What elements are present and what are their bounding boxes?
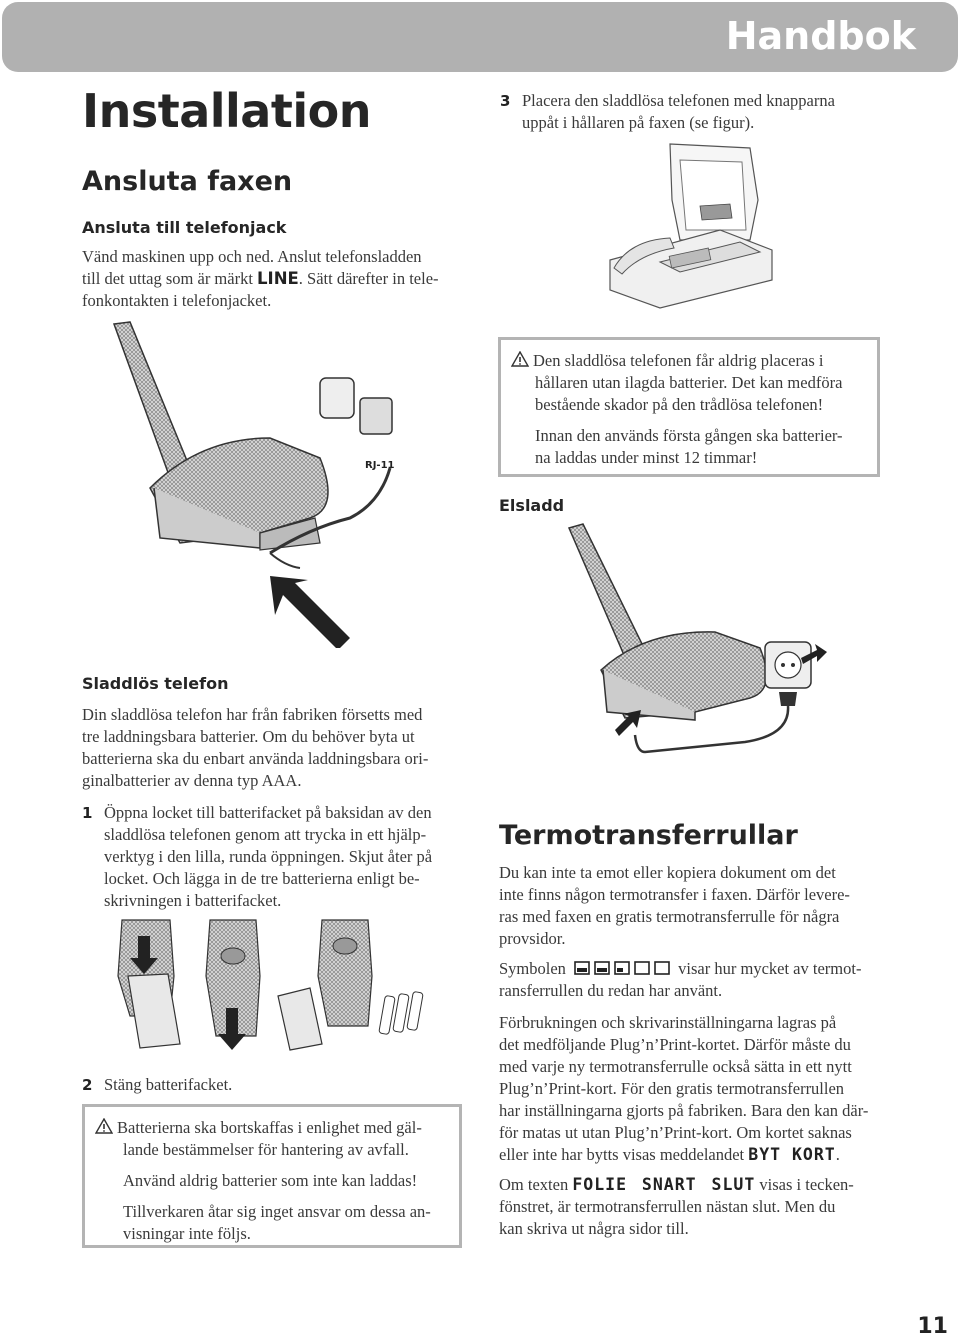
text-line: Öppna locket till batterifacket på baksidan av den (104, 803, 432, 822)
text-span: visas i tecken- (759, 1175, 854, 1194)
roll-usage-symbol-icon (574, 960, 670, 976)
text-line: verktyg i den lilla, runda öppningen. Skjut åter på (104, 847, 433, 866)
fax-with-handset-illustration (600, 140, 780, 315)
text-span: till det uttag som är märkt (82, 269, 253, 288)
warning-line (511, 350, 863, 372)
warning-line: Innan den används första gången ska batterier- (535, 426, 843, 445)
step-3-number: 3 (500, 92, 511, 110)
text-line: tre laddningsbara batterier. Om du behöver byta ut (82, 727, 415, 746)
text-line (499, 1174, 880, 1196)
text-line: fonkontakten i telefonjacket. (82, 291, 272, 310)
warning-icon (95, 1118, 113, 1134)
warning-text: Batterierna ska bortskaffas i enlighet med gäl- (117, 1118, 422, 1137)
fax-phone-cord-illustration (110, 318, 440, 648)
warning-line: hållaren utan ilagda batterier. Det kan medföra (535, 373, 843, 392)
warning-line: Använd aldrig batterier som inte kan laddas! (123, 1171, 418, 1190)
rj11-label: RJ-11 (365, 460, 395, 471)
text-line: fönstret, är termotransferrullen nästan slut. Men du (499, 1197, 836, 1216)
text-line: Du kan inte ta emot eller kopiera dokument om det (499, 863, 836, 882)
text-line: för matas ut utan Plug’n’Print-kort. Om kortet saknas (499, 1123, 852, 1142)
text-line: det medföljande Plug’n’Print-kortet. Därför måste du (499, 1035, 851, 1054)
text-line: Vänd maskinen upp och ned. Anslut telefonsladden (82, 247, 422, 266)
connect-fax-text (82, 246, 462, 312)
text-line: locket. Och lägga in de tre batterierna enligt be- (104, 869, 420, 888)
warning-text: Den sladdlösa telefonen får aldrig placeras i (533, 351, 824, 370)
step-1-text (104, 802, 462, 912)
warning-line: lande bestämmelser för hantering av avfall. (123, 1140, 409, 1159)
warning-line: bestående skador på den trådlösa telefonen! (535, 395, 824, 414)
text-line: batterierna ska du enbart använda laddningsbara ori- (82, 749, 429, 768)
warning-box-charging (498, 337, 880, 477)
text-line: sladdlösa telefonen genom att trycka in ett hjälp- (104, 825, 427, 844)
fax-power-cord-illustration (565, 520, 835, 765)
text-line: Din sladdlösa telefon har från fabriken försetts med (82, 705, 423, 724)
step-2-number: 2 (82, 1076, 93, 1094)
thermal-paragraph-1 (499, 862, 880, 950)
text-line: Förbrukningen och skrivarinställningarna lagras på (499, 1013, 837, 1032)
step-3-text (522, 90, 880, 134)
display-message-byt-kort: BYT KORT (748, 1145, 836, 1164)
text-line: ginalbatterier av denna typ AAA. (82, 771, 302, 790)
text-line: skrivningen i batterifacket. (104, 891, 282, 910)
text-line: ras med faxen en gratis termotransferrulle för några (499, 907, 840, 926)
text-span: Om texten (499, 1175, 569, 1194)
subheading-phone-jack: Ansluta till telefonjack (82, 218, 287, 237)
warning-box-batteries (82, 1104, 462, 1248)
thermal-paragraph-3 (499, 1012, 880, 1166)
subheading-power-cord: Elsladd (499, 496, 565, 515)
thermal-paragraph-2 (499, 958, 880, 1002)
text-line (82, 268, 462, 290)
page-title: Installation (82, 84, 371, 138)
text-line: Placera den sladdlösa telefonen med knapparna (522, 91, 835, 110)
warning-icon (511, 351, 529, 367)
battery-replacement-illustration (110, 916, 440, 1056)
cordless-phone-intro (82, 704, 462, 792)
warning-line: Tillverkaren åtar sig inget ansvar om dessa an- (123, 1202, 431, 1221)
text-line: kan skriva ut några sidor till. (499, 1219, 689, 1238)
warning-line: na laddas under minst 12 timmar! (535, 448, 758, 467)
text-line: inte finns någon termotransfer i faxen. Därför levere- (499, 885, 850, 904)
line-label: LINE (257, 269, 299, 288)
text-line (499, 958, 880, 980)
text-line: provsidor. (499, 929, 566, 948)
step-2-text: Stäng batterifacket. (104, 1075, 233, 1094)
text-line (499, 1144, 880, 1166)
text-span: . Sätt därefter in tele- (298, 269, 439, 288)
section-heading-connect-fax: Ansluta faxen (82, 166, 293, 197)
text-line: Plug’n’Print-kort. För den gratis termotransferrullen (499, 1079, 845, 1098)
section-heading-thermal-rolls: Termotransferrullar (499, 820, 798, 851)
warning-line (95, 1117, 447, 1139)
text-span: visar hur mycket av termot- (678, 959, 862, 978)
text-line: med varje ny termotransferrulle också sätta in ett nytt (499, 1057, 852, 1076)
page-number: 11 (917, 1314, 948, 1339)
thermal-paragraph-4 (499, 1174, 880, 1240)
text-span: . (835, 1145, 840, 1164)
text-line: har inställningarna gjorts på fabriken. Bara den kan där- (499, 1101, 869, 1120)
text-line: uppåt i hållaren på faxen (se figur). (522, 113, 755, 132)
text-line: ransferrullen du redan har använt. (499, 981, 723, 1000)
subheading-cordless-phone: Sladdlös telefon (82, 674, 229, 693)
display-message-folie-snart-slut: FOLIE SNART SLUT (572, 1175, 756, 1194)
warning-line: visningar inte följs. (123, 1224, 251, 1243)
header-title: Handbok (725, 14, 916, 58)
text-span: eller inte har bytts visas meddelandet (499, 1145, 745, 1164)
text-span: Symbolen (499, 959, 566, 978)
step-1-number: 1 (82, 804, 93, 822)
